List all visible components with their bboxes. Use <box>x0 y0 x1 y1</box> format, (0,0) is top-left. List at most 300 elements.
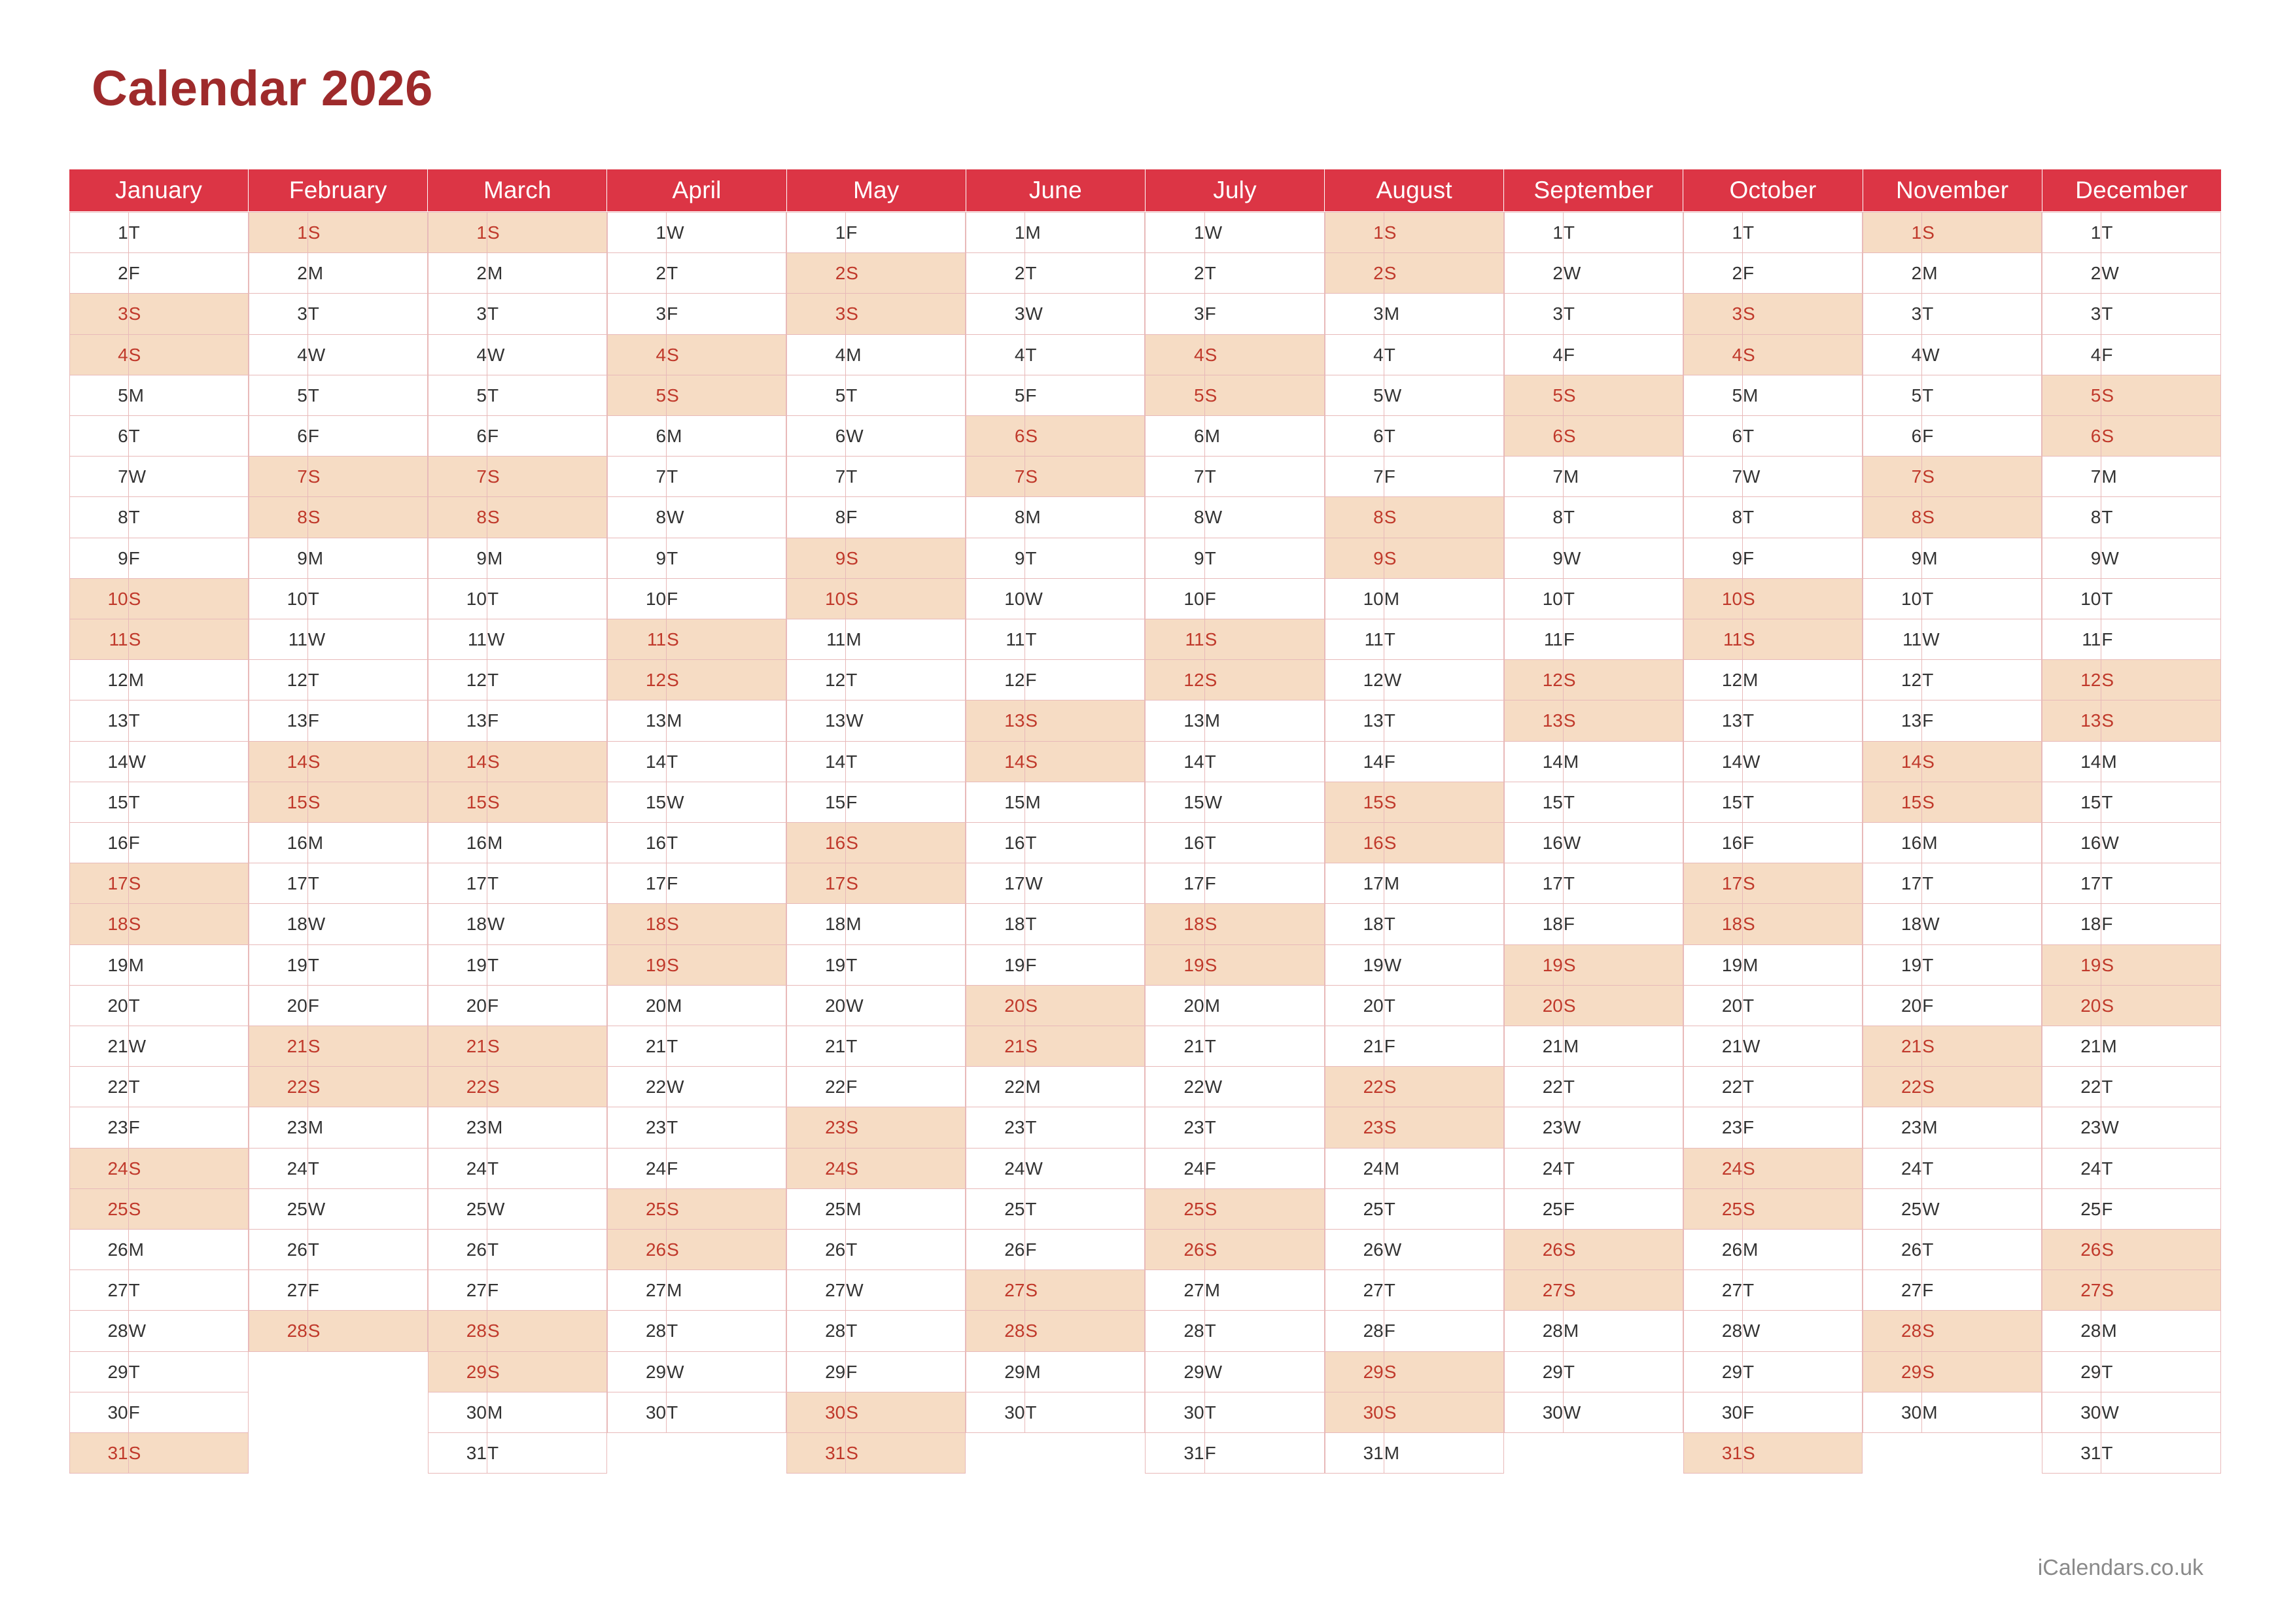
day-row[interactable] <box>1863 457 2042 497</box>
day-row[interactable] <box>1683 741 1862 782</box>
day-row[interactable] <box>2042 1392 2221 1432</box>
day-row[interactable] <box>607 660 786 700</box>
day-row[interactable] <box>607 741 786 782</box>
day-row[interactable] <box>1863 944 2042 985</box>
day-row[interactable] <box>1683 904 1862 944</box>
day-row[interactable] <box>2042 904 2221 944</box>
day-row[interactable] <box>249 294 427 334</box>
day-row[interactable] <box>1863 1188 2042 1229</box>
day-row[interactable] <box>249 904 427 944</box>
day-row[interactable] <box>69 1311 248 1351</box>
day-row[interactable] <box>1146 578 1324 619</box>
day-row[interactable] <box>787 660 966 700</box>
day-row[interactable] <box>2042 863 2221 904</box>
day-row[interactable] <box>1683 497 1862 538</box>
day-row[interactable] <box>966 660 1145 700</box>
day-row[interactable] <box>428 1026 606 1067</box>
day-row[interactable] <box>1146 294 1324 334</box>
day-row[interactable] <box>1683 1270 1862 1311</box>
day-row[interactable] <box>1146 538 1324 578</box>
day-row[interactable] <box>2042 823 2221 863</box>
day-row[interactable] <box>2042 1270 2221 1311</box>
day-row[interactable] <box>69 1067 248 1107</box>
day-row[interactable] <box>1683 1148 1862 1188</box>
day-row[interactable] <box>1683 578 1862 619</box>
day-row[interactable] <box>787 416 966 457</box>
day-row[interactable] <box>607 1311 786 1351</box>
day-row[interactable] <box>966 538 1145 578</box>
day-row[interactable] <box>1863 823 2042 863</box>
day-row[interactable] <box>249 1107 427 1148</box>
day-row[interactable] <box>1325 823 1503 863</box>
day-row[interactable] <box>1504 1188 1683 1229</box>
day-row[interactable] <box>787 375 966 415</box>
day-row[interactable] <box>1863 538 2042 578</box>
day-row[interactable] <box>1146 700 1324 741</box>
day-row[interactable] <box>1146 1230 1324 1270</box>
day-row[interactable] <box>428 904 606 944</box>
day-row[interactable] <box>1504 375 1683 415</box>
day-row[interactable] <box>2042 985 2221 1026</box>
day-row[interactable] <box>2042 1311 2221 1351</box>
day-row[interactable] <box>966 823 1145 863</box>
day-row[interactable] <box>428 1433 606 1474</box>
day-row[interactable] <box>1683 375 1862 415</box>
day-row[interactable] <box>1863 741 2042 782</box>
day-row[interactable] <box>428 253 606 294</box>
day-row[interactable] <box>966 375 1145 415</box>
day-row[interactable] <box>1146 904 1324 944</box>
day-row[interactable] <box>69 1148 248 1188</box>
day-row[interactable] <box>1683 660 1862 700</box>
day-row[interactable] <box>1683 213 1862 253</box>
day-row[interactable] <box>607 1148 786 1188</box>
day-row[interactable] <box>69 213 248 253</box>
day-row[interactable] <box>966 578 1145 619</box>
day-row[interactable] <box>966 1270 1145 1311</box>
day-row[interactable] <box>1325 457 1503 497</box>
day-row[interactable] <box>607 1026 786 1067</box>
day-row[interactable] <box>2042 416 2221 457</box>
day-row[interactable] <box>69 1351 248 1392</box>
day-row[interactable] <box>249 1188 427 1229</box>
day-row[interactable] <box>249 1067 427 1107</box>
day-row[interactable] <box>607 700 786 741</box>
day-row[interactable] <box>1146 213 1324 253</box>
day-row[interactable] <box>1146 782 1324 822</box>
day-row[interactable] <box>1504 904 1683 944</box>
day-row[interactable] <box>1683 538 1862 578</box>
day-row[interactable] <box>787 213 966 253</box>
day-row[interactable] <box>69 1026 248 1067</box>
day-row[interactable] <box>1863 1392 2042 1432</box>
day-row[interactable] <box>2042 782 2221 822</box>
day-row[interactable] <box>249 375 427 415</box>
day-row[interactable] <box>249 700 427 741</box>
day-row[interactable] <box>1146 375 1324 415</box>
day-row[interactable] <box>1863 497 2042 538</box>
day-row[interactable] <box>607 985 786 1026</box>
day-row[interactable] <box>1863 416 2042 457</box>
day-row[interactable] <box>1683 1107 1862 1148</box>
day-row[interactable] <box>1146 823 1324 863</box>
day-row[interactable] <box>1325 375 1503 415</box>
day-row[interactable] <box>1325 1188 1503 1229</box>
day-row[interactable] <box>428 294 606 334</box>
day-row[interactable] <box>787 944 966 985</box>
day-row[interactable] <box>249 213 427 253</box>
day-row[interactable] <box>249 1026 427 1067</box>
day-row[interactable] <box>966 700 1145 741</box>
day-row[interactable] <box>607 619 786 660</box>
day-row[interactable] <box>1683 944 1862 985</box>
day-row[interactable] <box>1325 619 1503 660</box>
day-row[interactable] <box>787 985 966 1026</box>
day-row[interactable] <box>1504 1311 1683 1351</box>
day-row[interactable] <box>787 1311 966 1351</box>
day-row[interactable] <box>787 1392 966 1432</box>
day-row[interactable] <box>966 1351 1145 1392</box>
day-row[interactable] <box>249 985 427 1026</box>
day-row[interactable] <box>2042 1107 2221 1148</box>
day-row[interactable] <box>966 619 1145 660</box>
day-row[interactable] <box>1863 334 2042 375</box>
day-row[interactable] <box>1325 1270 1503 1311</box>
day-row[interactable] <box>1863 619 2042 660</box>
day-row[interactable] <box>2042 700 2221 741</box>
day-row[interactable] <box>1504 497 1683 538</box>
day-row[interactable] <box>69 1270 248 1311</box>
day-row[interactable] <box>428 1351 606 1392</box>
day-row[interactable] <box>428 213 606 253</box>
day-row[interactable] <box>428 497 606 538</box>
day-row[interactable] <box>2042 375 2221 415</box>
day-row[interactable] <box>1683 1392 1862 1432</box>
day-row[interactable] <box>1863 660 2042 700</box>
day-row[interactable] <box>1504 944 1683 985</box>
day-row[interactable] <box>1504 253 1683 294</box>
day-row[interactable] <box>787 253 966 294</box>
day-row[interactable] <box>428 823 606 863</box>
day-row[interactable] <box>607 1230 786 1270</box>
day-row[interactable] <box>428 1270 606 1311</box>
day-row[interactable] <box>69 578 248 619</box>
day-row[interactable] <box>966 1230 1145 1270</box>
day-row[interactable] <box>1325 1311 1503 1351</box>
day-row[interactable] <box>1325 1148 1503 1188</box>
day-row[interactable] <box>428 700 606 741</box>
day-row[interactable] <box>787 1067 966 1107</box>
day-row[interactable] <box>787 619 966 660</box>
day-row[interactable] <box>1863 1311 2042 1351</box>
day-row[interactable] <box>1863 1230 2042 1270</box>
day-row[interactable] <box>69 904 248 944</box>
day-row[interactable] <box>2042 1230 2221 1270</box>
day-row[interactable] <box>966 334 1145 375</box>
day-row[interactable] <box>1504 1026 1683 1067</box>
day-row[interactable] <box>966 863 1145 904</box>
day-row[interactable] <box>2042 457 2221 497</box>
day-row[interactable] <box>2042 944 2221 985</box>
day-row[interactable] <box>1325 863 1503 904</box>
day-row[interactable] <box>69 660 248 700</box>
day-row[interactable] <box>1683 1026 1862 1067</box>
day-row[interactable] <box>966 1067 1145 1107</box>
day-row[interactable] <box>787 1230 966 1270</box>
day-row[interactable] <box>1325 1392 1503 1432</box>
day-row[interactable] <box>1863 863 2042 904</box>
day-row[interactable] <box>787 1188 966 1229</box>
day-row[interactable] <box>1863 578 2042 619</box>
day-row[interactable] <box>1504 700 1683 741</box>
day-row[interactable] <box>1146 457 1324 497</box>
day-row[interactable] <box>1146 1067 1324 1107</box>
day-row[interactable] <box>966 782 1145 822</box>
day-row[interactable] <box>607 497 786 538</box>
day-row[interactable] <box>69 334 248 375</box>
day-row[interactable] <box>428 660 606 700</box>
day-row[interactable] <box>69 294 248 334</box>
day-row[interactable] <box>1683 1230 1862 1270</box>
day-row[interactable] <box>249 1148 427 1188</box>
day-row[interactable] <box>1325 741 1503 782</box>
day-row[interactable] <box>249 863 427 904</box>
day-row[interactable] <box>607 538 786 578</box>
day-row[interactable] <box>2042 334 2221 375</box>
day-row[interactable] <box>1683 1433 1862 1474</box>
day-row[interactable] <box>1504 619 1683 660</box>
day-row[interactable] <box>249 823 427 863</box>
day-row[interactable] <box>1504 213 1683 253</box>
day-row[interactable] <box>69 253 248 294</box>
day-row[interactable] <box>69 416 248 457</box>
day-row[interactable] <box>966 1392 1145 1432</box>
day-row[interactable] <box>428 1148 606 1188</box>
day-row[interactable] <box>249 1311 427 1351</box>
day-row[interactable] <box>1146 660 1324 700</box>
day-row[interactable] <box>1325 1230 1503 1270</box>
day-row[interactable] <box>249 619 427 660</box>
day-row[interactable] <box>2042 1026 2221 1067</box>
day-row[interactable] <box>2042 660 2221 700</box>
day-row[interactable] <box>1683 700 1862 741</box>
day-row[interactable] <box>1325 1067 1503 1107</box>
day-row[interactable] <box>249 334 427 375</box>
day-row[interactable] <box>787 294 966 334</box>
day-row[interactable] <box>787 1107 966 1148</box>
day-row[interactable] <box>1504 578 1683 619</box>
day-row[interactable] <box>966 1311 1145 1351</box>
day-row[interactable] <box>1863 904 2042 944</box>
day-row[interactable] <box>69 375 248 415</box>
day-row[interactable] <box>1863 985 2042 1026</box>
day-row[interactable] <box>1146 944 1324 985</box>
day-row[interactable] <box>1504 782 1683 822</box>
day-row[interactable] <box>607 863 786 904</box>
day-row[interactable] <box>69 1433 248 1474</box>
day-row[interactable] <box>1146 985 1324 1026</box>
day-row[interactable] <box>249 741 427 782</box>
day-row[interactable] <box>2042 253 2221 294</box>
day-row[interactable] <box>1146 863 1324 904</box>
day-row[interactable] <box>1325 416 1503 457</box>
day-row[interactable] <box>607 416 786 457</box>
day-row[interactable] <box>2042 1148 2221 1188</box>
day-row[interactable] <box>249 1270 427 1311</box>
day-row[interactable] <box>1683 985 1862 1026</box>
day-row[interactable] <box>1325 985 1503 1026</box>
day-row[interactable] <box>1146 497 1324 538</box>
day-row[interactable] <box>428 1230 606 1270</box>
day-row[interactable] <box>249 253 427 294</box>
day-row[interactable] <box>2042 1188 2221 1229</box>
day-row[interactable] <box>607 823 786 863</box>
day-row[interactable] <box>249 416 427 457</box>
day-row[interactable] <box>2042 497 2221 538</box>
day-row[interactable] <box>428 863 606 904</box>
day-row[interactable] <box>1146 253 1324 294</box>
day-row[interactable] <box>2042 294 2221 334</box>
day-row[interactable] <box>966 741 1145 782</box>
day-row[interactable] <box>1504 1351 1683 1392</box>
day-row[interactable] <box>428 782 606 822</box>
day-row[interactable] <box>1325 1351 1503 1392</box>
day-row[interactable] <box>966 497 1145 538</box>
day-row[interactable] <box>69 863 248 904</box>
day-row[interactable] <box>1863 1026 2042 1067</box>
day-row[interactable] <box>2042 1351 2221 1392</box>
day-row[interactable] <box>1863 1148 2042 1188</box>
day-row[interactable] <box>1863 700 2042 741</box>
day-row[interactable] <box>1325 944 1503 985</box>
day-row[interactable] <box>249 1230 427 1270</box>
day-row[interactable] <box>69 985 248 1026</box>
day-row[interactable] <box>69 1230 248 1270</box>
day-row[interactable] <box>1325 700 1503 741</box>
day-row[interactable] <box>1325 782 1503 822</box>
day-row[interactable] <box>607 334 786 375</box>
day-row[interactable] <box>1863 1107 2042 1148</box>
day-row[interactable] <box>1325 334 1503 375</box>
day-row[interactable] <box>1863 782 2042 822</box>
day-row[interactable] <box>607 457 786 497</box>
day-row[interactable] <box>1504 457 1683 497</box>
day-row[interactable] <box>1504 1148 1683 1188</box>
day-row[interactable] <box>2042 619 2221 660</box>
day-row[interactable] <box>428 457 606 497</box>
day-row[interactable] <box>787 538 966 578</box>
day-row[interactable] <box>787 863 966 904</box>
day-row[interactable] <box>1683 823 1862 863</box>
day-row[interactable] <box>787 1270 966 1311</box>
day-row[interactable] <box>1504 1107 1683 1148</box>
day-row[interactable] <box>428 538 606 578</box>
day-row[interactable] <box>787 1433 966 1474</box>
day-row[interactable] <box>428 1067 606 1107</box>
day-row[interactable] <box>1504 863 1683 904</box>
day-row[interactable] <box>2042 578 2221 619</box>
day-row[interactable] <box>1325 1107 1503 1148</box>
day-row[interactable] <box>69 823 248 863</box>
day-row[interactable] <box>428 1188 606 1229</box>
day-row[interactable] <box>607 213 786 253</box>
day-row[interactable] <box>966 1148 1145 1188</box>
day-row[interactable] <box>1146 1392 1324 1432</box>
day-row[interactable] <box>1146 416 1324 457</box>
day-row[interactable] <box>787 1026 966 1067</box>
day-row[interactable] <box>607 294 786 334</box>
day-row[interactable] <box>1325 253 1503 294</box>
day-row[interactable] <box>787 334 966 375</box>
day-row[interactable] <box>69 497 248 538</box>
day-row[interactable] <box>1863 253 2042 294</box>
day-row[interactable] <box>1683 334 1862 375</box>
day-row[interactable] <box>249 782 427 822</box>
day-row[interactable] <box>787 700 966 741</box>
day-row[interactable] <box>1504 294 1683 334</box>
day-row[interactable] <box>428 619 606 660</box>
day-row[interactable] <box>966 253 1145 294</box>
day-row[interactable] <box>249 538 427 578</box>
day-row[interactable] <box>428 741 606 782</box>
day-row[interactable] <box>1683 294 1862 334</box>
day-row[interactable] <box>69 782 248 822</box>
day-row[interactable] <box>1504 741 1683 782</box>
day-row[interactable] <box>1146 1351 1324 1392</box>
day-row[interactable] <box>1325 578 1503 619</box>
day-row[interactable] <box>2042 1067 2221 1107</box>
day-row[interactable] <box>1325 294 1503 334</box>
day-row[interactable] <box>787 1351 966 1392</box>
day-row[interactable] <box>69 741 248 782</box>
day-row[interactable] <box>1863 1067 2042 1107</box>
day-row[interactable] <box>1146 1270 1324 1311</box>
day-row[interactable] <box>2042 213 2221 253</box>
day-row[interactable] <box>607 1270 786 1311</box>
day-row[interactable] <box>1146 1148 1324 1188</box>
day-row[interactable] <box>1325 660 1503 700</box>
day-row[interactable] <box>69 944 248 985</box>
day-row[interactable] <box>787 904 966 944</box>
day-row[interactable] <box>607 1351 786 1392</box>
day-row[interactable] <box>1504 1270 1683 1311</box>
day-row[interactable] <box>1863 294 2042 334</box>
day-row[interactable] <box>69 1392 248 1432</box>
day-row[interactable] <box>1504 416 1683 457</box>
day-row[interactable] <box>1325 497 1503 538</box>
day-row[interactable] <box>2042 1433 2221 1474</box>
day-row[interactable] <box>1146 741 1324 782</box>
day-row[interactable] <box>607 1392 786 1432</box>
day-row[interactable] <box>1325 538 1503 578</box>
day-row[interactable] <box>787 578 966 619</box>
day-row[interactable] <box>1683 1188 1862 1229</box>
day-row[interactable] <box>1504 1067 1683 1107</box>
day-row[interactable] <box>787 457 966 497</box>
day-row[interactable] <box>607 253 786 294</box>
day-row[interactable] <box>428 578 606 619</box>
day-row[interactable] <box>787 741 966 782</box>
day-row[interactable] <box>428 1107 606 1148</box>
day-row[interactable] <box>1146 1107 1324 1148</box>
day-row[interactable] <box>607 578 786 619</box>
day-row[interactable] <box>966 1107 1145 1148</box>
day-row[interactable] <box>607 1107 786 1148</box>
day-row[interactable] <box>69 700 248 741</box>
day-row[interactable] <box>249 660 427 700</box>
day-row[interactable] <box>1683 457 1862 497</box>
day-row[interactable] <box>249 497 427 538</box>
